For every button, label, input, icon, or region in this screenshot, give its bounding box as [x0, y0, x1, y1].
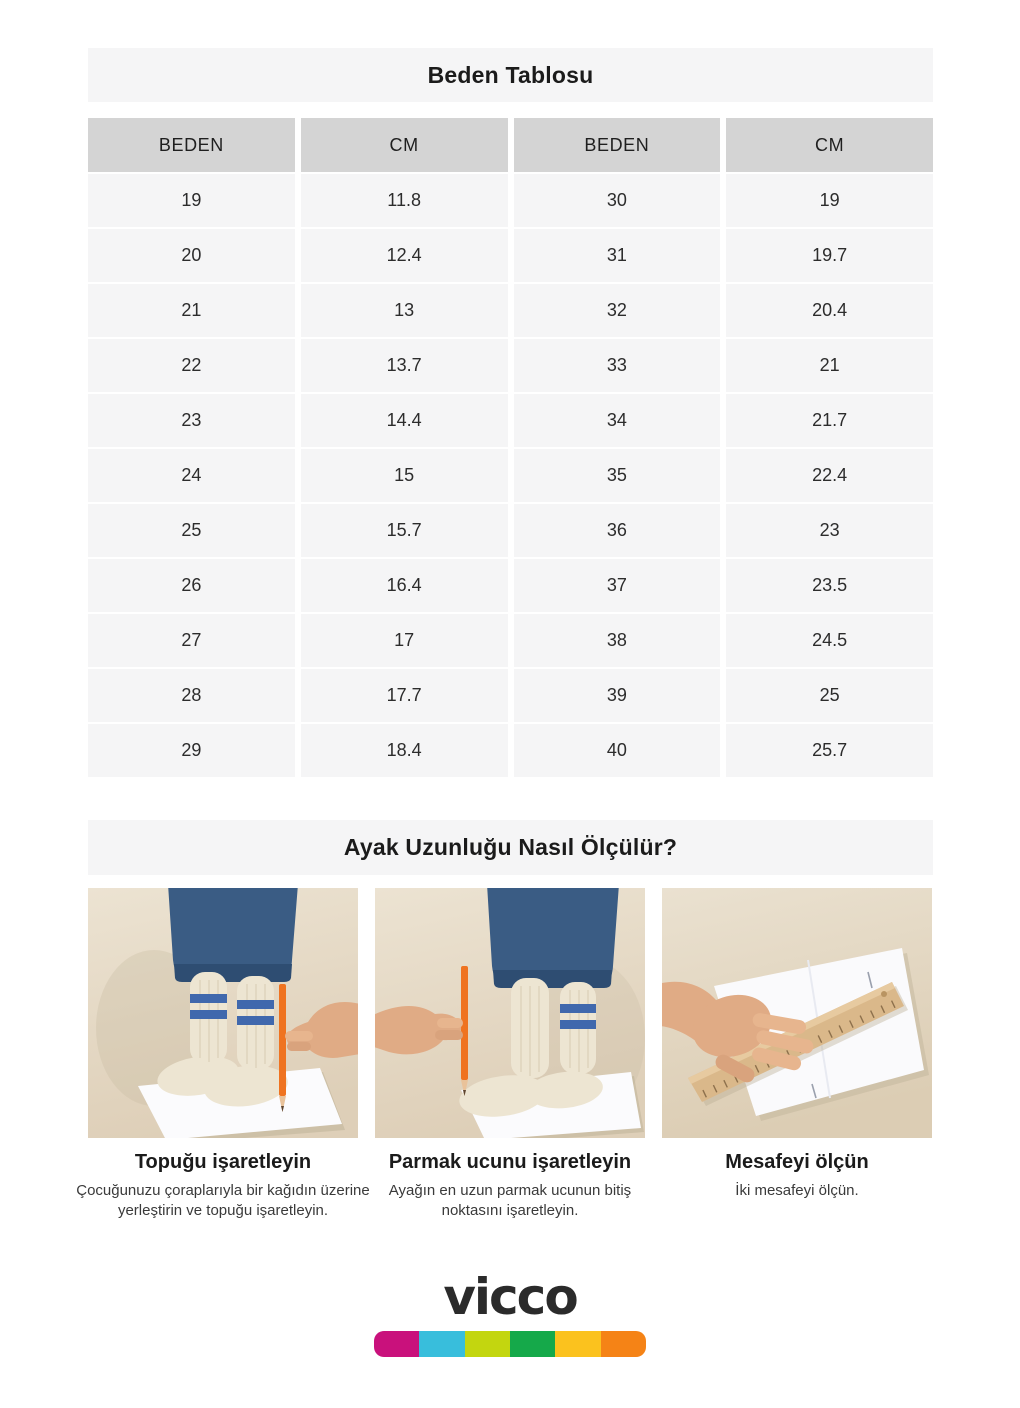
- size-value-cell: 38: [514, 614, 721, 667]
- size-value-cell: 37: [514, 559, 721, 612]
- cm-value-cell: 18.4: [301, 724, 508, 777]
- cm-value-cell: 12.4: [301, 229, 508, 282]
- column-header-beden: BEDEN: [514, 118, 721, 172]
- size-value-cell: 19: [88, 174, 295, 227]
- mark-heel-photo: [88, 888, 358, 1138]
- cm-value-cell: 14.4: [301, 394, 508, 447]
- cm-value-cell: 19: [726, 174, 933, 227]
- cm-value-cell: 16.4: [301, 559, 508, 612]
- size-value-cell: 29: [88, 724, 295, 777]
- step-mark-heel: [76, 888, 370, 1221]
- rainbow-segment-yellow: [555, 1331, 600, 1357]
- mark-toe-photo: [375, 888, 645, 1138]
- cm-value-cell: 21.7: [726, 394, 933, 447]
- cm-value-cell: 23: [726, 504, 933, 557]
- step-heading: Topuğu işaretleyin: [134, 1151, 312, 1173]
- step-heading: Parmak ucunu işaretleyin: [388, 1151, 632, 1173]
- cm-value-cell: 11.8: [301, 174, 508, 227]
- size-value-cell: 35: [514, 449, 721, 502]
- howto-title: Ayak Uzunluğu Nasıl Ölçülür?: [343, 834, 678, 860]
- rainbow-segment-cyan: [419, 1331, 464, 1357]
- size-guide-page: [76, 48, 933, 1221]
- cm-value-cell: 15.7: [301, 504, 508, 557]
- size-value-cell: 25: [88, 504, 295, 557]
- cm-value-cell: 15: [301, 449, 508, 502]
- size-value-cell: 32: [514, 284, 721, 337]
- size-value-cell: 27: [88, 614, 295, 667]
- howto-steps: [76, 888, 933, 1221]
- size-table: [88, 118, 933, 777]
- rainbow-segment-orange: [601, 1331, 646, 1357]
- vicco-logo: vicco: [443, 1267, 577, 1326]
- brand-footer: [0, 1267, 1020, 1357]
- size-value-cell: 22: [88, 339, 295, 392]
- column-header-cm: CM: [301, 118, 508, 172]
- rainbow-segment-lime: [465, 1331, 510, 1357]
- size-value-cell: 34: [514, 394, 721, 447]
- cm-value-cell: 22.4: [726, 449, 933, 502]
- size-value-cell: 26: [88, 559, 295, 612]
- size-value-cell: 40: [514, 724, 721, 777]
- cm-value-cell: 13.7: [301, 339, 508, 392]
- size-value-cell: 20: [88, 229, 295, 282]
- size-value-cell: 24: [88, 449, 295, 502]
- size-value-cell: 28: [88, 669, 295, 722]
- cm-value-cell: 17: [301, 614, 508, 667]
- column-header-cm: CM: [726, 118, 933, 172]
- cm-value-cell: 17.7: [301, 669, 508, 722]
- cm-value-cell: 25.7: [726, 724, 933, 777]
- step-mark-toe: [375, 888, 645, 1221]
- rainbow-segment-magenta: [374, 1331, 419, 1357]
- cm-value-cell: 23.5: [726, 559, 933, 612]
- step-heading: Mesafeyi ölçün: [725, 1151, 869, 1173]
- cm-value-cell: 25: [726, 669, 933, 722]
- size-table-title-bar: [88, 48, 933, 102]
- size-value-cell: 23: [88, 394, 295, 447]
- rainbow-segment-green: [510, 1331, 555, 1357]
- cm-value-cell: 20.4: [726, 284, 933, 337]
- size-value-cell: 36: [514, 504, 721, 557]
- size-value-cell: 33: [514, 339, 721, 392]
- howto-title-bar: [88, 820, 933, 875]
- size-value-cell: 39: [514, 669, 721, 722]
- cm-value-cell: 13: [301, 284, 508, 337]
- column-header-beden: BEDEN: [88, 118, 295, 172]
- size-value-cell: 21: [88, 284, 295, 337]
- size-table-title: Beden Tablosu: [427, 61, 594, 88]
- size-value-cell: 30: [514, 174, 721, 227]
- cm-value-cell: 24.5: [726, 614, 933, 667]
- cm-value-cell: 19.7: [726, 229, 933, 282]
- measure-distance-photo: [662, 888, 932, 1138]
- step-description: İki mesafeyi ölçün.: [735, 1182, 859, 1199]
- step-description: Çocuğunuzu çoraplarıyla bir kağıdın üzerine yerleştirin ve topuğu işaretleyin.: [76, 1182, 370, 1219]
- step-description: Ayağın en uzun parmak ucunun bitiş noktasını işaretleyin.: [388, 1182, 632, 1219]
- step-measure-distance: [662, 888, 932, 1221]
- size-value-cell: 31: [514, 229, 721, 282]
- brand-rainbow-bar: [374, 1331, 646, 1357]
- cm-value-cell: 21: [726, 339, 933, 392]
